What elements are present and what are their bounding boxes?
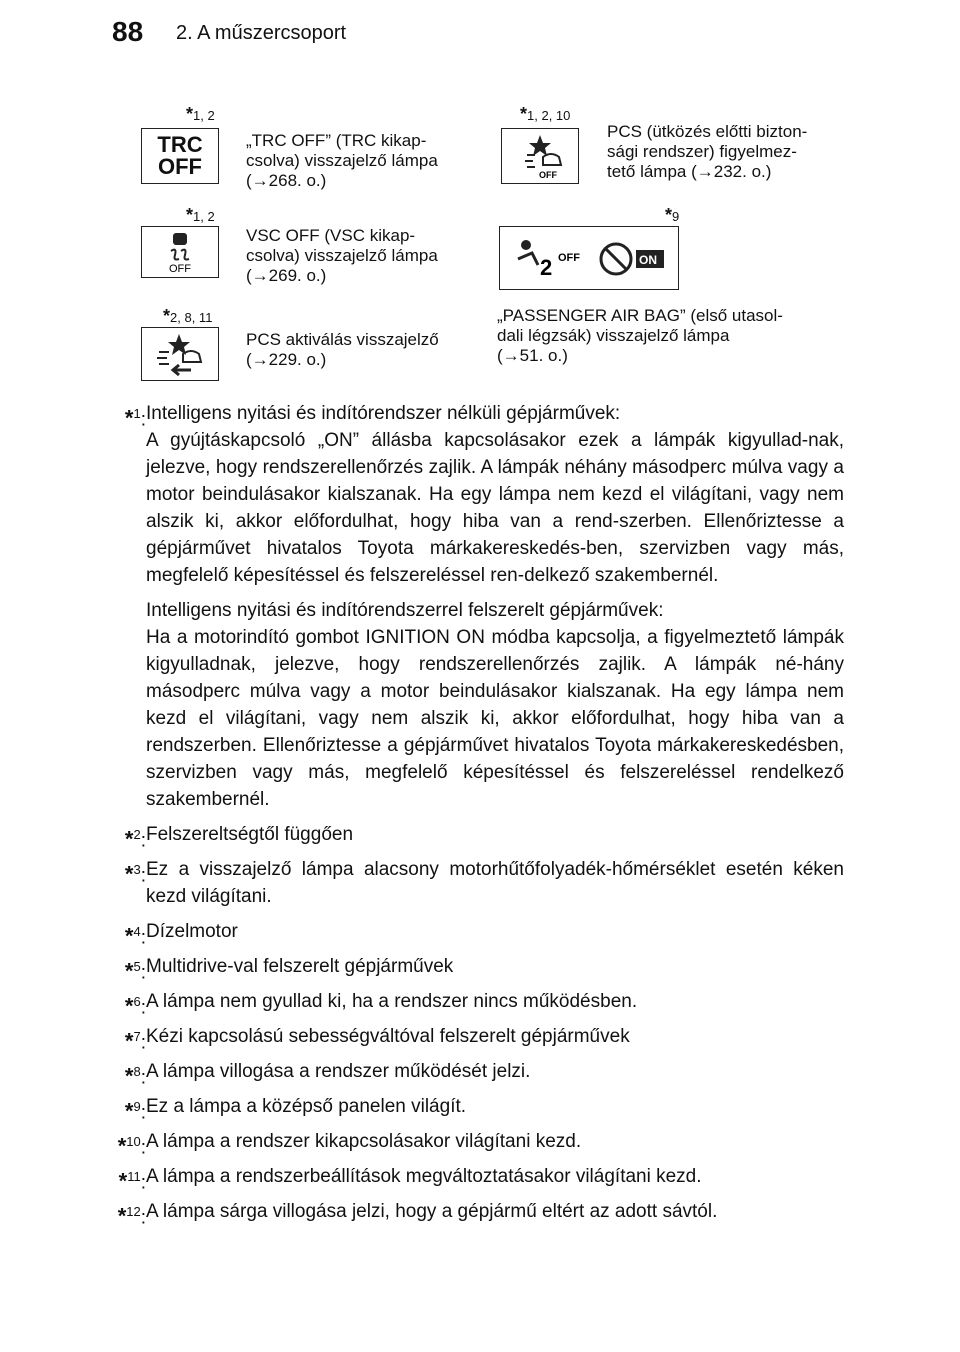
footnote-list [100,400,844,1233]
vsc-off-description: VSC OFF (VSC kikap- csolva) visszajelző lámpa (→269. o.) [246,226,438,285]
pcs-active-description: PCS aktiválás visszajelző (→229. o.) [246,330,439,369]
footnote-text: A lámpa a rendszerbeállítások megváltoztatásakor világítani kezd. [146,1166,702,1187]
footnote-key: *$^{12}$: [117,1203,146,1229]
pcs-warning-description: PCS (ütközés előtti bizton- sági rendszer) figyelmez- tető lámpa (→232. o.) [607,122,808,181]
pcs-active-icon [141,327,219,381]
footnote-8 [100,1058,844,1089]
footnote-key: *$^4$: [124,923,146,949]
footnote-text: Kézi kapcsolású sebességváltóval felszerelt gépjárművek [146,1026,630,1047]
trc-off-icon: TRC OFF [141,128,219,184]
chapter-title: 2. A műszercsoport [176,22,347,44]
passenger-airbag-icon [499,226,679,290]
footnote-text: Ez a visszajelző lámpa alacsony motorhűtőfolyadék-hőmérséklet esetén kéken kezd világítani. [146,859,844,907]
footnote-key: *$^5$: [124,958,146,984]
footnote-key: *$^9$: [124,1098,146,1124]
footnote-key: *$^2$: [124,826,146,852]
footnote-9 [100,1093,844,1124]
footnote-text: Felszereltségtől függően [146,824,354,845]
footnote-5 [100,953,844,984]
footnote-4 [100,918,844,949]
footnote-text: A lámpa a rendszer kikapcsolásakor világítani kezd. [146,1131,582,1152]
footnote-ref-vsc: *1, 2 [186,205,215,225]
footnote-ref-trc: *1, 2 [186,104,215,124]
svg-text:OFF: OFF [169,263,191,275]
footnote-key: *$^{11}$: [118,1168,146,1194]
footnote-text: A lámpa sárga villogása jelzi, hogy a gépjármű eltért az adott sávtól. [146,1201,718,1222]
footnote-key: *$^6$: [124,993,146,1019]
footnote-7 [100,1023,844,1054]
footnote-text: Dízelmotor [146,921,238,942]
footnote-11 [100,1163,844,1194]
page-number: 88 [112,16,144,47]
footnote-text: Intelligens nyitási és indítórendszer nélküli gépjárművek: A gyújtáskapcsoló „ON” állásba kapcsolásakor ezek a lámpák kigyullad-nak, jelezve, hogy rendszerellenőrzés zajlik. A lámpák néhány másodperc múlva vagy a motor beindulásakor kialszanak. Ha egy lámpa nem kezd el világítani, vagy nem alszik ki, akkor előfordulhat, hogy hiba van a rend-szerben. Ellenőriztesse a gépjárművet hivatalos Toyota márkakereskedés-ben, szervizben vagy más, megfelelő képesítéssel és felszereléssel ren-delkező szakembernél. [146,403,844,586]
svg-text:ON: ON [639,253,657,267]
footnote-ref-pcs-active: *2, 8, 11 [163,306,213,326]
footnote-key: *$^{10}$: [117,1133,146,1159]
footnote-key: *$^3$: [124,861,146,887]
svg-text:OFF: OFF [558,252,580,264]
footnote-text: Intelligens nyitási és indítórendszerrel felszerelt gépjárművek: Ha a motorindító gombot IGNITION ON módba kapcsolja, a figyelmeztető lámpák kigyulladnak, jelezve, hogy rendszerellenőrzés zajlik. A lámpák né-hány másodperc múlva vagy a motor beindulásakor kialszanak. Ha egy lámpa nem kezd el világítani, vagy nem alszik ki, akkor előfordulhat, hogy hiba van a rendszerben. Ellenőriztesse a gépjárművet hivatalos Toyota márkakereskedésben, szervizben vagy más, megfelelő képesítéssel és felszereléssel rendelkező szakembernél. [146,600,844,810]
footnote-text: Multidrive-val felszerelt gépjárművek [146,956,454,977]
footnote-12 [100,1198,844,1229]
airbag-description: „PASSENGER AIR BAG” (első utasol- dali légzsák) visszajelző lámpa (→51. o.) [497,306,783,365]
footnote-2 [100,821,844,852]
footnote-10 [100,1128,844,1159]
footnote-text: Ez a lámpa a középső panelen világít. [146,1096,467,1117]
svg-text:OFF: OFF [539,170,557,180]
footnote-3 [100,856,844,910]
footnote-text: A lámpa nem gyullad ki, ha a rendszer nincs működésben. [146,991,638,1012]
footnote-6 [100,988,844,1019]
footnote-1 [100,400,844,813]
footnote-key: *$^1$: [124,405,146,431]
vsc-off-icon [141,226,219,278]
trc-off-description: „TRC OFF” (TRC kikap- csolva) visszajelző lámpa (→268. o.) [246,131,438,190]
footnote-ref-airbag: *9 [665,205,680,225]
footnote-key: *$^7$: [124,1028,146,1054]
footnote-key: *$^8$: [124,1063,146,1089]
pcs-warning-off-icon [501,128,579,184]
footnote-ref-pcs-warning: *1, 2, 10 [520,104,571,124]
footnote-text: A lámpa villogása a rendszer működését jelzi. [146,1061,531,1082]
svg-text:2: 2 [540,255,553,280]
